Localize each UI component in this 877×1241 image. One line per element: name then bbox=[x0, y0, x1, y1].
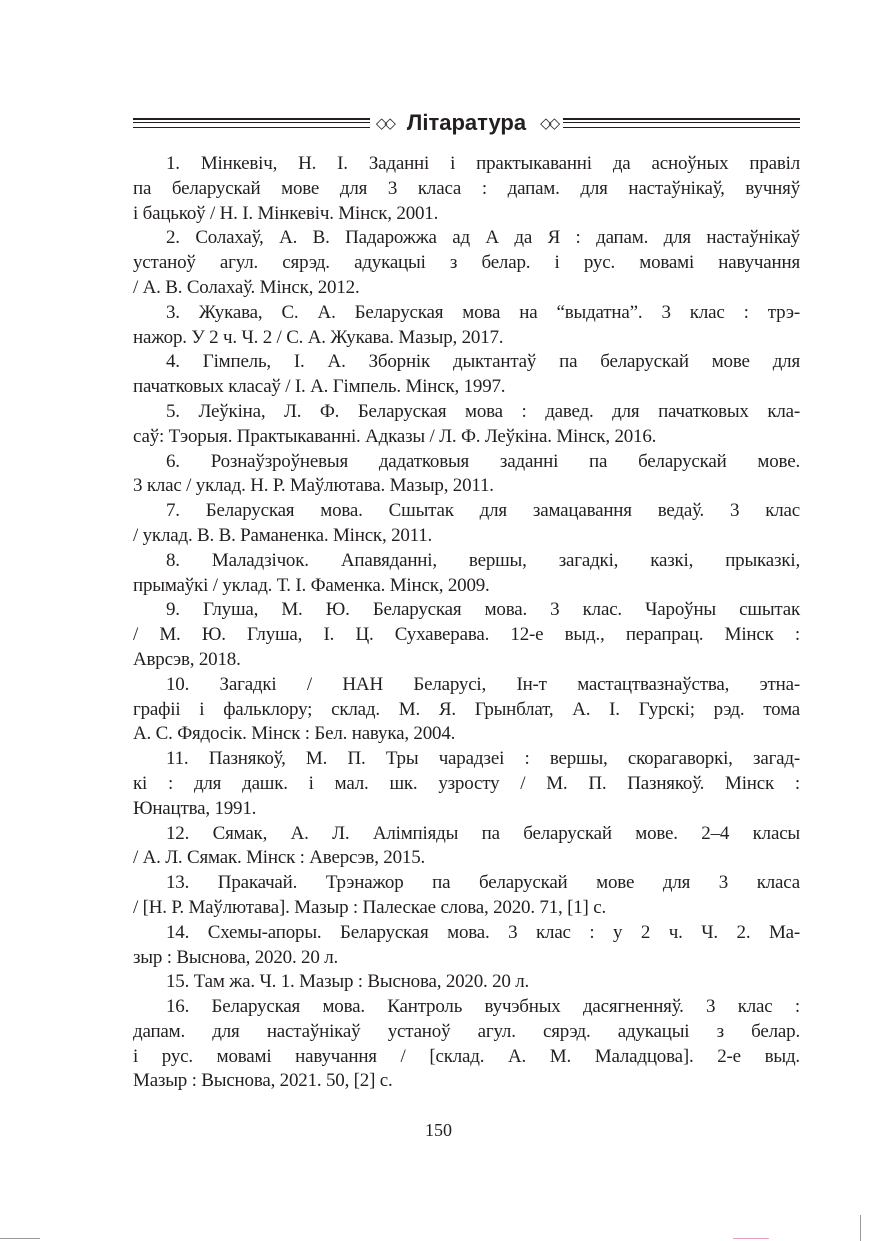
reference-entry bbox=[133, 822, 800, 872]
reference-line: 3 клас / уклад. Н. Р. Маўлютава. Мазыр, 2011. bbox=[133, 475, 494, 497]
crop-mark bbox=[860, 1215, 861, 1241]
crop-mark bbox=[733, 1238, 769, 1239]
reference-entry bbox=[133, 450, 800, 500]
reference-line: 13. Пракачай. Трэнажор па беларускай мове для 3 класа bbox=[166, 872, 800, 894]
reference-line: / М. Ю. Глуша, І. Ц. Сухаверава. 12-е выд., перапрац. Мінск : bbox=[133, 624, 800, 646]
reference-line: / А. Л. Сямак. Мінск : Аверсэв, 2015. bbox=[133, 847, 426, 869]
page-title: Літаратура bbox=[406, 110, 527, 135]
reference-line: 5. Леўкіна, Л. Ф. Беларуская мова : давед. для пачатковых кла- bbox=[166, 400, 800, 422]
reference-line: і бацькоў / Н. І. Мінкевіч. Мінск, 2001. bbox=[133, 202, 439, 224]
decorative-rule-right bbox=[563, 118, 800, 128]
reference-line: Мазыр : Выснова, 2021. 50, [2] с. bbox=[133, 1070, 393, 1092]
reference-line: Юнацтва, 1991. bbox=[133, 797, 257, 819]
reference-line: 3. Жукава, С. А. Беларуская мова на “выдатна”. 3 клас : трэ- bbox=[166, 301, 800, 323]
reference-line: графіі і фальклору; склад. М. Я. Грынблат, А. І. Гурскі; рэд. тома bbox=[133, 698, 800, 720]
crop-mark bbox=[0, 1238, 40, 1239]
reference-line: / А. В. Солахаў. Мінск, 2012. bbox=[133, 276, 360, 298]
reference-line: нажор. У 2 ч. Ч. 2 / С. А. Жукава. Мазыр, 2017. bbox=[133, 326, 504, 348]
reference-entry bbox=[133, 995, 800, 1094]
reference-line: прымаўкі / уклад. Т. І. Фаменка. Мінск, 2009. bbox=[133, 574, 490, 596]
reference-entry bbox=[133, 747, 800, 821]
reference-entry bbox=[133, 970, 800, 995]
reference-entry bbox=[133, 549, 800, 599]
reference-line: пачатковых класаў / І. А. Гімпель. Мінск, 1997. bbox=[133, 376, 506, 398]
page-number: 150 bbox=[425, 1120, 452, 1140]
reference-line: А. С. Фядосік. Мінск : Бел. навука, 2004. bbox=[133, 723, 456, 745]
section-header bbox=[133, 108, 800, 138]
decorative-rule-left bbox=[133, 118, 370, 128]
reference-line: 8. Маладзічок. Апавяданні, вершы, загадкі, казкі, прыказкі, bbox=[166, 549, 800, 571]
reference-line: па беларускай мове для 3 класа : дапам. для настаўнікаў, вучняў bbox=[133, 177, 800, 199]
reference-entry bbox=[133, 921, 800, 971]
reference-line: 6. Рознаўзроўневыя дадатковыя заданні па беларускай мове. bbox=[166, 450, 800, 472]
reference-entry bbox=[133, 673, 800, 747]
reference-entry bbox=[133, 871, 800, 921]
reference-line: 7. Беларуская мова. Сшытак для замацавання ведаў. 3 клас bbox=[166, 500, 800, 522]
reference-line: 12. Сямак, А. Л. Алімпіяды па беларускай мове. 2–4 класы bbox=[166, 822, 800, 844]
diamond-ornament-icon: ◇◇ bbox=[540, 115, 558, 132]
reference-line: зыр : Выснова, 2020. 20 л. bbox=[133, 946, 339, 968]
reference-line: 4. Гімпель, І. А. Зборнік дыктантаў па беларускай мове для bbox=[166, 351, 800, 373]
reference-line: / [Н. Р. Маўлютава]. Мазыр : Палескае слова, 2020. 71, [1] с. bbox=[133, 896, 607, 918]
reference-line: 11. Пазнякоў, М. П. Тры чарадзеі : вершы, скорагаворкі, загад- bbox=[166, 748, 800, 770]
reference-line: дапам. для настаўнікаў устаноў агул. сярэд. адукацыі з белар. bbox=[133, 1020, 800, 1042]
reference-entry bbox=[133, 499, 800, 549]
reference-line: / уклад. В. В. Раманенка. Мінск, 2011. bbox=[133, 524, 433, 546]
reference-line: 10. Загадкі / НАН Беларусі, Ін-т мастацтвазнаўства, этна- bbox=[166, 673, 800, 695]
reference-line: саў: Тэорыя. Практыкаванні. Адказы / Л. Ф. Леўкіна. Мінск, 2016. bbox=[133, 425, 657, 447]
reference-line: і рус. мовамі навучання / [склад. А. М. Маладцова]. 2-е выд. bbox=[133, 1045, 800, 1067]
reference-entry bbox=[133, 301, 800, 351]
reference-line: 16. Беларуская мова. Кантроль вучэбных дасягненняў. 3 клас : bbox=[166, 996, 800, 1018]
reference-line: 9. Глуша, М. Ю. Беларуская мова. 3 клас. Чароўны сшытак bbox=[166, 599, 800, 621]
reference-line: устаноў агул. сярэд. адукацыі з белар. і рус. мовамі навучання bbox=[133, 252, 800, 274]
diamond-ornament-icon: ◇◇ bbox=[375, 115, 393, 132]
reference-line: Аврсэв, 2018. bbox=[133, 648, 241, 670]
reference-entry bbox=[133, 598, 800, 672]
reference-entry bbox=[133, 350, 800, 400]
reference-line: 15. Там жа. Ч. 1. Мазыр : Выснова, 2020. 20 л. bbox=[166, 971, 530, 993]
reference-entry bbox=[133, 400, 800, 450]
reference-entry bbox=[133, 152, 800, 226]
reference-line: 2. Солахаў, А. В. Падарожжа ад А да Я : дапам. для настаўнікаў bbox=[166, 227, 800, 249]
reference-line: кі : для дашк. і мал. шк. узросту / М. П. Пазнякоў. Мінск : bbox=[133, 772, 800, 794]
reference-list bbox=[133, 152, 800, 1094]
reference-line: 1. Мінкевіч, Н. І. Заданні і практыкаванні да асноўных правіл bbox=[166, 153, 800, 174]
reference-entry bbox=[133, 226, 800, 300]
reference-line: 14. Схемы-апоры. Беларуская мова. 3 клас : у 2 ч. Ч. 2. Ма- bbox=[166, 921, 800, 943]
